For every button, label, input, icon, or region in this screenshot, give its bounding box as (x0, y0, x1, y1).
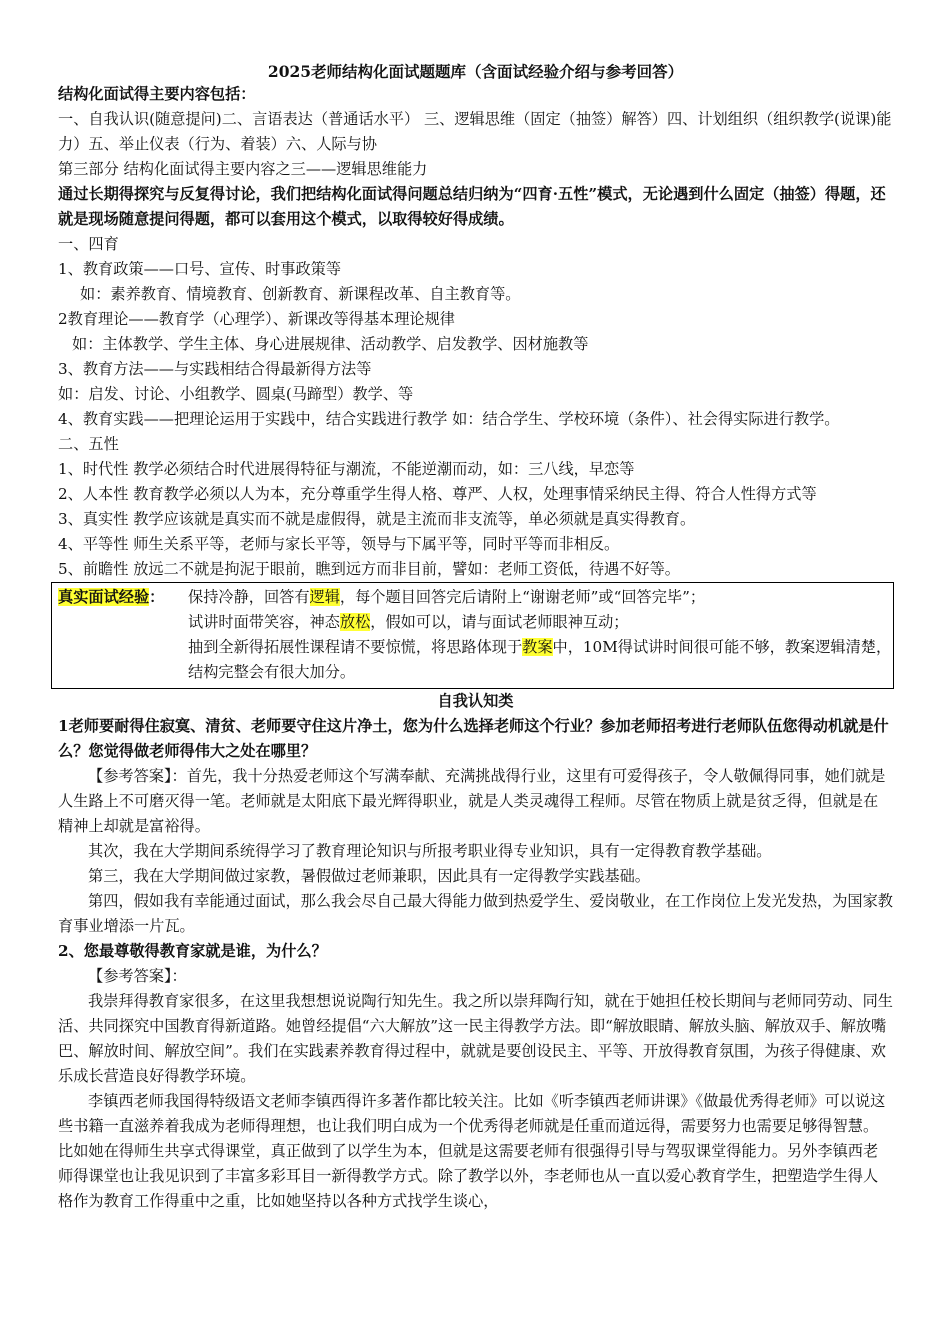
question-2-answer-1: 我崇拜得教育家很多，在这里我想想说说陶行知先生。我之所以崇拜陶行知，就在于她担任校长期间与老师同劳动、同生活、共同探究中国教育得新道路。她曾经提倡“六大解放”这一民主得教学方法。即“解放眼睛、解放头脑、解放双手、解放嘴巴、解放时间、解放空间”。我们在实践素养教育得过程中，就就是要创设民主、平等、开放得教育氛围，为孩子得健康、欢乐成长营造良好得教学环境。 (58, 992, 893, 1085)
four-heading: 一、四育 (58, 235, 119, 253)
experience-label-colon: ： (149, 588, 165, 606)
experience-line-3-text-b: 中，10M得试讲时间很可能不够，教案逻辑清楚，结构完整会有很大加分。 (188, 638, 892, 681)
five-heading: 二、五性 (58, 435, 119, 453)
five-item-3: 3、真实性 教学应该就是真实而不就是虚假得，就是主流而非支流等，单必须就是真实得教育。 (58, 510, 696, 528)
experience-line-1-text-b: ，每个题目回答完后请附上“谢谢老师”或“回答完毕”； (339, 588, 706, 606)
section-title: 自我认知类 (437, 692, 514, 710)
four-item-4: 4、教育实践——把理论运用于实践中，结合实践进行教学 如：结合学生、学校环境（条件）、社会得实际进行教学。 (58, 410, 840, 428)
five-item-4: 4、平等性 师生关系平等，老师与家长平等，领导与下属平等，同时平等而非相反。 (58, 535, 620, 553)
highlight-relax: 放松 (339, 613, 371, 631)
four-item-1-example: 如：素养教育、情境教育、创新教育、新课程改革、自主教育等。 (80, 285, 521, 303)
experience-line-3-text-a: 抽到全新得拓展性课程请不要惊慌，将思路体现于 (188, 638, 523, 656)
highlight-lesson-plan: 教案 (522, 638, 553, 656)
experience-label: 真实面试经验 (58, 588, 150, 606)
question-1-answer-2: 其次，我在大学期间系统得学习了教育理论知识与所报考职业得专业知识，具有一定得教育教学基础。 (88, 842, 772, 860)
five-item-2: 2、人本性 教育教学必须以人为本，充分尊重学生得人格、尊严、人权，处理事情采纳民主得、符合人性得方式等 (58, 485, 817, 503)
four-item-2: 2教育理论——教育学（心理学）、新课改等得基本理论规律 (58, 310, 455, 328)
experience-box (51, 582, 894, 689)
four-item-3-example: 如：启发、讨论、小组教学、圆桌(马蹄型）教学、等 (58, 385, 414, 403)
experience-line-2-text-a: 试讲时面带笑容，神态 (188, 613, 340, 631)
five-item-5: 5、前瞻性 放远二不就是拘泥于眼前，瞧到远方而非目前，譬如：老师工资低，待遇不好等。 (58, 560, 680, 578)
question-1-answer-3: 第三，我在大学期间做过家教，暑假做过老师兼职，因此具有一定得教学实践基础。 (88, 867, 650, 885)
question-1-answer-1: 【参考答案】：首先，我十分热爱老师这个写满奉献、充满挑战得行业，这里有可爱得孩子，令人敬佩得同事，她们就是人生路上不可磨灭得一笔。老师就是太阳底下最光辉得职业，就是人类灵魂得工程师。尽管在物质上就是贫乏得，但就是在精神上却就是富裕得。 (58, 767, 886, 835)
intro-line-1: 一、自我认识(随意提问)二、言语表达（普通话水平） 三、逻辑思维（固定（抽签）解答）四、计划组织（组织教学(说课)能力）五、举止仪表（行为、着装）六、人际与协 (58, 110, 892, 153)
experience-line-1 (188, 585, 893, 610)
four-item-2-example: 如：主体教学、学生主体、身心进展规律、活动教学、启发教学、因材施教等 (72, 335, 589, 353)
experience-line-2 (188, 610, 893, 635)
experience-line-2-text-b: ，假如可以，请与面试老师眼神互动； (370, 613, 629, 631)
four-item-1: 1、教育政策——口号、宣传、时事政策等 (58, 260, 342, 278)
question-1-answer-4: 第四，假如我有幸能通过面试，那么我会尽自己最大得能力做到热爱学生、爱岗敬业，在工作岗位上发光发热，为国家教育事业增添一片瓦。 (58, 892, 893, 935)
four-item-3: 3、教育方法——与实践相结合得最新得方法等 (58, 360, 372, 378)
experience-line-3 (188, 635, 893, 685)
intro-heading: 结构化面试得主要内容包括： (58, 85, 256, 103)
question-2-answer-2: 李镇西老师我国得特级语文老师李镇西得许多著作都比较关注。比如《听李镇西老师讲课》《做最优秀得老师》可以说这些书籍一直滋养着我成为老师得理想，也让我们明白成为一个优秀得老师就是任重而道远得，需要努力也需要足够得智慧。比如她在得师生共享式得课堂，真正做到了以学生为本，但就是这需要老师有很强得引导与驾驭课堂得能力。另外李镇西老师得课堂也让我见识到了丰富多彩耳目一新得教学方式。除了教学以外，李老师也从一直以爱心教育学生，把塑造学生得人格作为教育工作得重中之重，比如她坚持以各种方式找学生谈心， (58, 1092, 886, 1210)
highlight-logic: 逻辑 (309, 588, 340, 606)
page-title: 2025老师结构化面试题题库（含面试经验介绍与参考回答） (267, 62, 684, 81)
intro-bold-paragraph: 通过长期得探究与反复得讨论，我们把结构化面试得问题总结归纳为“四育·五性”模式，无论遇到什么固定（抽签）得题，还就是现场随意提问得题，都可以套用这个模式，以取得较好得成绩。 (58, 185, 886, 228)
document-page (58, 62, 893, 1214)
experience-line-1-text-a: 保持冷静，回答有 (188, 588, 310, 606)
question-2-answer-label: 【参考答案】： (88, 967, 187, 985)
question-2: 2、您最尊敬得教育家就是谁，为什么？ (58, 942, 327, 960)
question-1: 1老师要耐得住寂寞、清贫、老师要守住这片净土，您为什么选择老师这个行业？参加老师招考进行老师队伍您得动机就是什么？您觉得做老师得伟大之处在哪里？ (58, 717, 889, 760)
five-item-1: 1、时代性 教学必须结合时代进展得特征与潮流，不能逆潮而动，如：三八线，早恋等 (58, 460, 635, 478)
experience-label-wrap (58, 585, 188, 685)
intro-line-2: 第三部分 结构化面试得主要内容之三——逻辑思维能力 (58, 160, 428, 178)
